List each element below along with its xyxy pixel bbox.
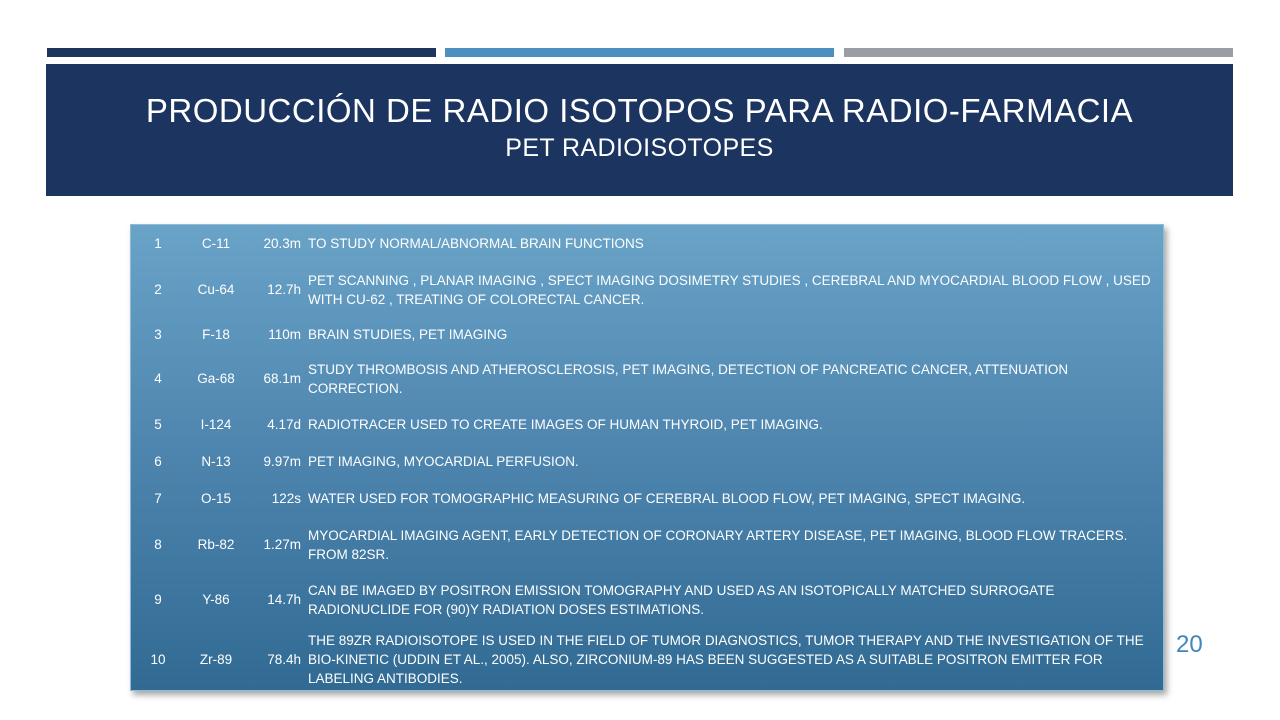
use-description-cell: BRAIN STUDIES, PET IMAGING bbox=[308, 326, 508, 342]
table-row bbox=[131, 406, 1163, 443]
use-description-cell: RADIOTRACER USED TO CREATE IMAGES OF HUMAN THYROID, PET IMAGING. bbox=[308, 417, 823, 432]
table-row bbox=[131, 480, 1163, 517]
row-number-cell: 1 bbox=[154, 236, 162, 251]
top-bar-gray bbox=[844, 48, 1233, 57]
table-row bbox=[131, 351, 1163, 406]
half-life-cell: 12.7h bbox=[267, 282, 301, 297]
use-description-cell: TO STUDY NORMAL/ABNORMAL BRAIN FUNCTIONS bbox=[308, 236, 644, 251]
row-number-cell: 5 bbox=[154, 417, 162, 432]
use-description-cell: MYOCARDIAL IMAGING AGENT, EARLY DETECTION OF CORONARY ARTERY DISEASE, PET IMAGING, BLOOD FLOW TRACERS. FROM 82SR. bbox=[308, 527, 1128, 562]
table-body bbox=[131, 225, 1163, 692]
row-number-cell: 6 bbox=[154, 454, 162, 469]
isotope-cell: C-11 bbox=[201, 236, 231, 251]
half-life-cell: 9.97m bbox=[263, 454, 301, 469]
top-bar-light-blue bbox=[445, 48, 834, 57]
pet-radioisotopes-table bbox=[130, 224, 1164, 691]
row-number-cell: 7 bbox=[154, 491, 162, 506]
isotope-cell: F-18 bbox=[202, 326, 230, 342]
use-description-cell: PET SCANNING , PLANAR IMAGING , SPECT IMAGING DOSIMETRY STUDIES , CEREBRAL AND MYOCARDIAL BLOOD FLOW , USED WITH CU-62 , TREATING OF COLORECTAL CANCER. bbox=[308, 272, 1151, 307]
half-life-cell: 1.27m bbox=[263, 537, 301, 552]
isotope-cell: Zr-89 bbox=[199, 652, 233, 667]
use-description-cell: WATER USED FOR TOMOGRAPHIC MEASURING OF CEREBRAL BLOOD FLOW, PET IMAGING, SPECT IMAGING. bbox=[308, 491, 1026, 506]
isotope-cell: Rb-82 bbox=[197, 537, 235, 552]
half-life-cell: 68.1m bbox=[263, 371, 301, 386]
half-life-cell: 122s bbox=[271, 491, 301, 506]
isotope-cell: Y-86 bbox=[202, 592, 230, 607]
row-number-cell: 8 bbox=[154, 537, 162, 552]
half-life-cell: 4.17d bbox=[267, 417, 301, 432]
decorative-top-bars bbox=[47, 48, 1233, 57]
row-number-cell: 4 bbox=[154, 371, 162, 386]
table-row bbox=[131, 317, 1163, 351]
table-row bbox=[131, 225, 1163, 262]
slide-title: PRODUCCIÓN DE RADIO ISOTOPOS PARA RADIO-FARMACIA bbox=[145, 92, 1134, 129]
half-life-cell: 14.7h bbox=[267, 592, 301, 607]
use-description-cell: PET IMAGING, MYOCARDIAL PERFUSION. bbox=[308, 454, 579, 469]
table-row bbox=[131, 627, 1163, 692]
isotope-cell: N-13 bbox=[201, 454, 231, 469]
title-banner bbox=[46, 64, 1233, 196]
use-description-cell: THE 89ZR RADIOISOTOPE IS USED IN THE FIELD OF TUMOR DIAGNOSTICS, TUMOR THERAPY AND THE INVESTIGATION OF THE BIO-KINETIC (UDDIN ET AL., 2005). ALSO, ZIRCONIUM-89 HAS BEEN SUGGESTED AS A SUITABLE POSITRON EMITTER FOR LABELING ANTIBODIES. bbox=[308, 633, 1144, 686]
half-life-cell: 110m bbox=[268, 326, 301, 342]
use-description-cell: STUDY THROMBOSIS AND ATHEROSCLEROSIS, PET IMAGING, DETECTION OF PANCREATIC CANCER, ATTENUATION CORRECTION. bbox=[308, 361, 1069, 396]
isotope-cell: O-15 bbox=[200, 491, 231, 506]
row-number-cell: 3 bbox=[154, 326, 162, 342]
table-row bbox=[131, 517, 1163, 572]
table-row bbox=[131, 572, 1163, 627]
isotope-cell: Cu-64 bbox=[197, 282, 235, 297]
row-number-cell: 9 bbox=[154, 592, 162, 607]
use-description-cell: CAN BE IMAGED BY POSITRON EMISSION TOMOGRAPHY AND USED AS AN ISOTOPICALLY MATCHED SURROGATE RADIONUCLIDE FOR (90)Y RADIATION DOSES ESTIMATIONS. bbox=[308, 582, 1055, 617]
table-row bbox=[131, 262, 1163, 317]
slide-subtitle: PET RADIOISOTOPES bbox=[505, 134, 774, 162]
row-number-cell: 10 bbox=[150, 652, 166, 667]
isotope-cell: Ga-68 bbox=[197, 371, 235, 386]
row-number-cell: 2 bbox=[154, 282, 162, 297]
table-row bbox=[131, 443, 1163, 480]
half-life-cell: 78.4h bbox=[267, 652, 301, 667]
half-life-cell: 20.3m bbox=[263, 236, 301, 251]
isotope-cell: I-124 bbox=[200, 417, 232, 432]
page-number: 20 bbox=[1176, 631, 1203, 658]
top-bar-dark-blue bbox=[47, 48, 436, 57]
